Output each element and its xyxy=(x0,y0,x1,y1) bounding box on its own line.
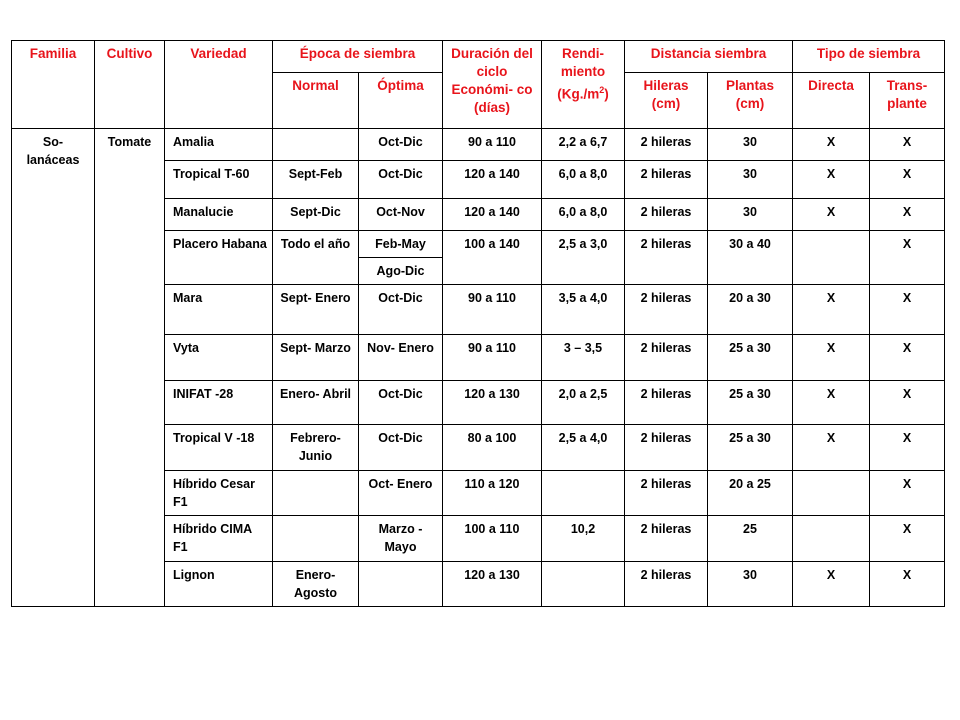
trasplante-cell: X xyxy=(870,425,945,471)
duracion-cell: 90 a 110 xyxy=(443,285,542,335)
trasplante-cell: X xyxy=(870,381,945,425)
header-trasplante: Trans- plante xyxy=(870,73,945,129)
plantas-cell: 20 a 25 xyxy=(708,471,793,516)
normal-cell: Febrero- Junio xyxy=(273,425,359,471)
plantas-cell: 25 xyxy=(708,516,793,562)
trasplante-cell: X xyxy=(870,129,945,161)
hileras-cell: 2 hileras xyxy=(625,285,708,335)
duracion-cell: 80 a 100 xyxy=(443,425,542,471)
directa-cell: X xyxy=(793,285,870,335)
plantas-cell: 30 xyxy=(708,129,793,161)
directa-cell: X xyxy=(793,562,870,607)
hileras-cell: 2 hileras xyxy=(625,161,708,199)
header-variedad: Variedad xyxy=(165,41,273,129)
header-plantas: Plantas (cm) xyxy=(708,73,793,129)
rendimiento-cell: 3 – 3,5 xyxy=(542,335,625,381)
variedad-cell: Vyta xyxy=(165,335,273,381)
rendimiento-cell xyxy=(542,471,625,516)
directa-cell: X xyxy=(793,381,870,425)
header-cultivo: Cultivo xyxy=(95,41,165,129)
trasplante-cell: X xyxy=(870,471,945,516)
plantas-cell: 30 a 40 xyxy=(708,231,793,285)
rendimiento-cell: 2,0 a 2,5 xyxy=(542,381,625,425)
hileras-cell: 2 hileras xyxy=(625,129,708,161)
hileras-cell: 2 hileras xyxy=(625,562,708,607)
header-epoca: Época de siembra xyxy=(273,41,443,73)
hileras-cell: 2 hileras xyxy=(625,471,708,516)
directa-cell: X xyxy=(793,425,870,471)
familia-cell: So- lanáceas xyxy=(12,129,95,607)
optima-cell: Oct-Dic xyxy=(359,161,443,199)
hileras-cell: 2 hileras xyxy=(625,199,708,231)
variedad-cell: Tropical T-60 xyxy=(165,161,273,199)
directa-cell: X xyxy=(793,199,870,231)
normal-cell xyxy=(273,129,359,161)
optima-cell: Oct-Dic xyxy=(359,129,443,161)
trasplante-cell: X xyxy=(870,335,945,381)
optima-cell: Nov- Enero xyxy=(359,335,443,381)
siembra-table xyxy=(11,40,945,607)
optima-cell xyxy=(359,562,443,607)
optima-cell: Ago-Dic xyxy=(359,258,443,285)
directa-cell: X xyxy=(793,129,870,161)
variedad-cell: Híbrido CIMA F1 xyxy=(165,516,273,562)
normal-cell xyxy=(273,516,359,562)
duracion-cell: 120 a 130 xyxy=(443,381,542,425)
table-body xyxy=(12,129,945,607)
header-directa: Directa xyxy=(793,73,870,129)
duracion-cell: 120 a 130 xyxy=(443,562,542,607)
trasplante-cell: X xyxy=(870,161,945,199)
header-optima: Óptima xyxy=(359,73,443,129)
rendimiento-cell: 10,2 xyxy=(542,516,625,562)
trasplante-cell: X xyxy=(870,562,945,607)
normal-cell: Sept-Feb xyxy=(273,161,359,199)
optima-cell: Oct-Nov xyxy=(359,199,443,231)
variedad-cell: Mara xyxy=(165,285,273,335)
rendimiento-cell: 2,2 a 6,7 xyxy=(542,129,625,161)
plantas-cell: 25 a 30 xyxy=(708,381,793,425)
duracion-cell: 100 a 110 xyxy=(443,516,542,562)
cultivo-cell: Tomate xyxy=(95,129,165,607)
hileras-cell: 2 hileras xyxy=(625,381,708,425)
rendimiento-cell xyxy=(542,562,625,607)
duracion-cell: 90 a 110 xyxy=(443,129,542,161)
directa-cell xyxy=(793,231,870,285)
header-hileras: Hileras (cm) xyxy=(625,73,708,129)
plantas-cell: 30 xyxy=(708,161,793,199)
variedad-cell: Placero Habana xyxy=(165,231,273,285)
normal-cell xyxy=(273,471,359,516)
rendimiento-cell: 6,0 a 8,0 xyxy=(542,199,625,231)
variedad-cell: Amalia xyxy=(165,129,273,161)
duracion-cell: 120 a 140 xyxy=(443,199,542,231)
hileras-cell: 2 hileras xyxy=(625,425,708,471)
directa-cell xyxy=(793,516,870,562)
rendimiento-cell: 6,0 a 8,0 xyxy=(542,161,625,199)
hileras-cell: 2 hileras xyxy=(625,231,708,285)
header-duracion: Duración del ciclo Económi- co (días) xyxy=(443,41,542,129)
header-normal: Normal xyxy=(273,73,359,129)
rendimiento-cell: 3,5 a 4,0 xyxy=(542,285,625,335)
trasplante-cell: X xyxy=(870,231,945,285)
variedad-cell: INIFAT -28 xyxy=(165,381,273,425)
table-row xyxy=(12,129,945,161)
normal-cell: Sept- Enero xyxy=(273,285,359,335)
optima-cell: Marzo - Mayo xyxy=(359,516,443,562)
normal-cell: Todo el año xyxy=(273,231,359,285)
variedad-cell: Lignon xyxy=(165,562,273,607)
duracion-cell: 120 a 140 xyxy=(443,161,542,199)
trasplante-cell: X xyxy=(870,199,945,231)
rendimiento-cell: 2,5 a 3,0 xyxy=(542,231,625,285)
optima-cell: Oct-Dic xyxy=(359,285,443,335)
variedad-cell: Tropical V -18 xyxy=(165,425,273,471)
hileras-cell: 2 hileras xyxy=(625,335,708,381)
duracion-cell: 90 a 110 xyxy=(443,335,542,381)
variedad-cell: Manalucie xyxy=(165,199,273,231)
optima-cell: Feb-May xyxy=(359,231,443,258)
plantas-cell: 30 xyxy=(708,562,793,607)
header-familia: Familia xyxy=(12,41,95,129)
directa-cell: X xyxy=(793,161,870,199)
duracion-cell: 100 a 140 xyxy=(443,231,542,285)
trasplante-cell: X xyxy=(870,285,945,335)
directa-cell xyxy=(793,471,870,516)
plantas-cell: 25 a 30 xyxy=(708,335,793,381)
variedad-cell: Híbrido Cesar F1 xyxy=(165,471,273,516)
optima-cell: Oct-Dic xyxy=(359,425,443,471)
optima-cell: Oct- Enero xyxy=(359,471,443,516)
header-rendimiento: Rendi- miento $(Kg./m^2)$ xyxy=(542,41,625,129)
plantas-cell: 20 a 30 xyxy=(708,285,793,335)
trasplante-cell: X xyxy=(870,516,945,562)
plantas-cell: 30 xyxy=(708,199,793,231)
normal-cell: Sept- Marzo xyxy=(273,335,359,381)
directa-cell: X xyxy=(793,335,870,381)
rendimiento-cell: 2,5 a 4,0 xyxy=(542,425,625,471)
header-tipo: Tipo de siembra xyxy=(793,41,945,73)
optima-cell: Oct-Dic xyxy=(359,381,443,425)
plantas-cell: 25 a 30 xyxy=(708,425,793,471)
normal-cell: Enero- Abril xyxy=(273,381,359,425)
normal-cell: Sept-Dic xyxy=(273,199,359,231)
header-distancia: Distancia siembra xyxy=(625,41,793,73)
hileras-cell: 2 hileras xyxy=(625,516,708,562)
normal-cell: Enero- Agosto xyxy=(273,562,359,607)
duracion-cell: 110 a 120 xyxy=(443,471,542,516)
